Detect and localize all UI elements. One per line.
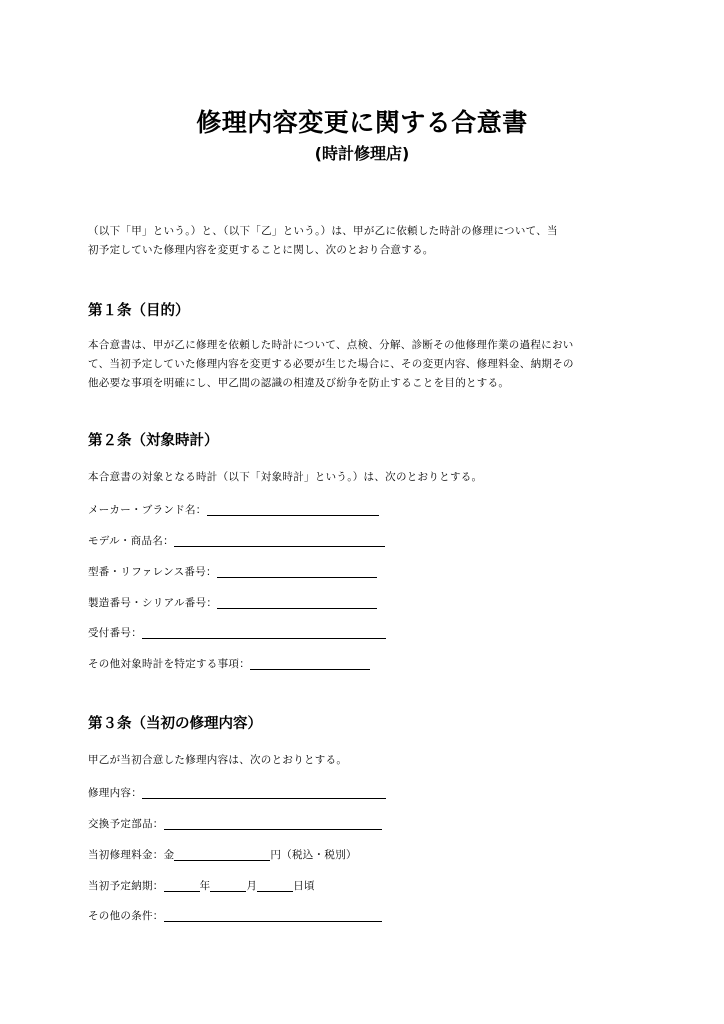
- field-label: モデル・商品名：: [88, 535, 174, 547]
- field-repair-content: [88, 783, 386, 803]
- fill-in-blank[interactable]: [207, 502, 379, 516]
- article-1-paragraph: [88, 336, 636, 393]
- fill-in-blank[interactable]: [250, 656, 370, 670]
- fill-in-blank-year[interactable]: [164, 878, 200, 892]
- article-3-heading: 第３条（当初の修理内容）: [88, 716, 262, 732]
- intro-paragraph: [88, 222, 636, 260]
- field-reference-number: [88, 562, 377, 582]
- year-label: 年: [199, 880, 211, 892]
- field-other-conditions: [88, 906, 382, 926]
- fill-in-blank[interactable]: [217, 595, 377, 609]
- article-1-line: 他必要な事項を明確にし、甲乙間の認識の相違及び紛争を防止することを目的とする。: [88, 377, 510, 389]
- field-initial-fee: [88, 845, 357, 865]
- fill-in-blank[interactable]: [174, 533, 385, 547]
- field-label: 交換予定部品：: [88, 818, 164, 830]
- field-reception-number: [88, 623, 386, 643]
- field-label: 当初修理料金：金: [88, 849, 175, 861]
- field-other-identifiers: [88, 654, 370, 674]
- field-label: 受付番号：: [88, 627, 142, 639]
- fill-in-blank[interactable]: [174, 847, 270, 861]
- field-model-name: [88, 531, 385, 551]
- article-1-line: 本合意書は、甲が乙に修理を依頼した時計について、点検、分解、診断その他修理作業の過程におい: [88, 339, 574, 351]
- field-label: 製造番号・シリアル番号：: [88, 597, 218, 609]
- article-2-intro: 本合意書の対象となる時計（以下「対象時計」という。）は、次のとおりとする。: [88, 471, 483, 483]
- intro-line: （以下「甲」という。）と、（以下「乙」という。）は、甲が乙に依頼した時計の修理について、当: [88, 225, 558, 237]
- field-replacement-parts: [88, 814, 382, 834]
- field-serial-number: [88, 593, 377, 613]
- fill-in-blank[interactable]: [164, 908, 382, 922]
- fill-in-blank[interactable]: [164, 816, 382, 830]
- fill-in-blank-month[interactable]: [210, 878, 246, 892]
- document-subtitle: (時計修理店): [314, 144, 410, 163]
- fill-in-blank[interactable]: [217, 564, 377, 578]
- field-label: メーカー・ブランド名：: [88, 504, 207, 516]
- field-label: 型番・リファレンス番号：: [88, 566, 217, 578]
- field-label: 修理内容：: [88, 787, 142, 799]
- month-label: 月: [246, 880, 258, 892]
- fill-in-blank[interactable]: [142, 785, 386, 799]
- field-initial-delivery: [88, 876, 315, 896]
- intro-line: 初予定していた修理内容を変更することに関し、次のとおり合意する。: [88, 244, 434, 256]
- field-label: 当初予定納期：: [88, 880, 164, 892]
- fill-in-blank-day[interactable]: [257, 878, 293, 892]
- article-1-heading: 第１条（目的）: [88, 303, 190, 319]
- day-label: 日頃: [293, 880, 315, 892]
- field-maker-brand: [88, 500, 379, 520]
- field-label: その他対象時計を特定する事項：: [88, 658, 250, 670]
- field-label: 円（税込・税別）: [270, 849, 357, 861]
- article-1-line: て、当初予定していた修理内容を変更する必要が生じた場合に、その変更内容、修理料金、納期その: [88, 358, 574, 370]
- article-2-heading: 第２条（対象時計）: [88, 433, 219, 449]
- field-label: その他の条件：: [88, 910, 164, 922]
- article-3-intro: 甲乙が当初合意した修理内容は、次のとおりとする。: [88, 754, 348, 766]
- document-title: 修理内容変更に関する合意書: [196, 108, 528, 137]
- fill-in-blank[interactable]: [142, 625, 386, 639]
